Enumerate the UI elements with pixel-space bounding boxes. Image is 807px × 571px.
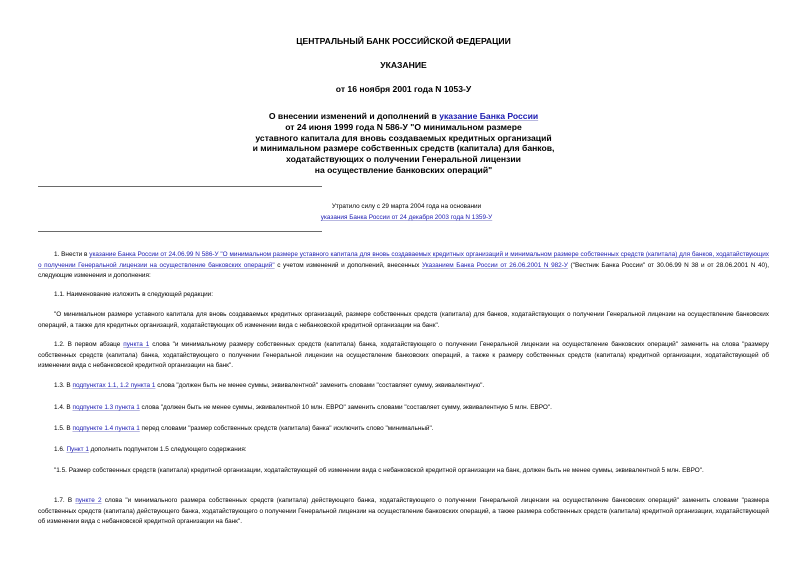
p17-text-2: слова "и минимального размера собственных средств (капитала) действующего банка, ходатайствующего о получении Генеральной лицензии на осуществление банковских операций" заменить словами "размера собственных средств (капитала) действующего банка, ходатайствующего о получении Генеральной лицензии на осуществление банковских операций, а также размера собственных средств (капитала) кредитной организации, ходатайствующей об изменении вида с небанковской кредитной организации на банк".	[38, 497, 769, 526]
p16-text-2: дополнить подпунктом 1.5 следующего содержания:	[88, 446, 247, 453]
title-prefix: О внесении изменений и дополнений в	[268, 111, 440, 121]
p1-link-982[interactable]: Указанием Банка России от 26.06.2001 N 982-У	[421, 261, 568, 269]
p13-link[interactable]: подпунктах 1.1, 1.2 пункта 1	[72, 382, 156, 389]
paragraph-1-4	[38, 403, 769, 414]
paragraph-1-1-quote: "О минимальном размере уставного капитала для вновь создаваемых кредитных организаций, размере собственных средств (капитала) для банков, ходатайствующих о получении Генеральной лицензии на осуществление банковских операций, а также для кредитных организаций, ходатайствующих об изменении вида с небанковской кредитной организации на банк".	[38, 311, 769, 329]
p15-text-1: 1.5. В	[54, 425, 73, 432]
divider-top	[38, 186, 322, 187]
p15-link[interactable]: подпункте 1.4 пункта 1	[72, 425, 140, 432]
title-line-2: от 24 июня 1999 года N 586-У "О минимальном размере	[285, 121, 522, 132]
p12-text-2: слова "и минимальному размеру собственных средств (капитала) банка, ходатайствующего о получении Генеральной лицензии на осуществление банковских операций" заменить на слова "размеру собственных средств (капитала) банка, ходатайствующего о получении Генеральной лицензии на осуществление банковских операций, а также к размеру собственных средств (капитала) кредитной организации, ходатайствующей об изменении вида с небанковской кредитной организации на банк".	[38, 341, 769, 370]
paragraph-1-6-quote: "1.5. Размер собственных средств (капитала) кредитной организации, ходатайствующей об изменении вида с небанковской кредитной организации на банк, должен быть не менее суммы, эквивалентной 5 млн. ЕВРО".	[54, 467, 704, 474]
p14-text-2: слова "должен быть не менее суммы, эквивалентной 10 млн. ЕВРО" заменить словами "составляет сумму, эквивалентную 5 млн. ЕВРО".	[139, 404, 552, 411]
p17-text-1: 1.7. В	[54, 497, 76, 504]
p1-link-586[interactable]: указание Банка России от 24.06.99 N 586-У "О минимальном размере уставного капитала для вновь создаваемых кредитных организаций и минимальном размере собственных средств (капитала) для банков, ходатайствующих о получении Генеральной лицензии на осуществление банковских операций"	[38, 251, 769, 269]
paragraph-1-3	[38, 381, 769, 392]
status-note	[0, 201, 807, 223]
p15-text-2: перед словами "размер собственных средств (капитала) банка" исключить слово "минимальный".	[139, 425, 434, 432]
p14-link[interactable]: подпункте 1.3 пункта 1	[72, 404, 140, 411]
title-line-4: и минимальном размере собственных средств (капитала) для банков,	[252, 143, 555, 154]
paragraph-1-2	[38, 340, 769, 372]
p12-link[interactable]: пункта 1	[123, 341, 150, 348]
paragraph-1-5	[38, 424, 769, 435]
p17-link[interactable]: пункте 2	[75, 497, 102, 504]
status-note-link[interactable]: указания Банка России от 24 декабря 2003 года N 1359-У	[320, 214, 493, 221]
p16-text-1: 1.6.	[54, 446, 67, 453]
paragraph-1-6	[38, 445, 769, 456]
issuer-heading: ЦЕНТРАЛЬНЫЙ БАНК РОССИЙСКОЙ ФЕДЕРАЦИИ	[296, 36, 511, 46]
p1-text-2: с учетом изменений и дополнений, внесенных	[274, 261, 422, 269]
document-type: УКАЗАНИЕ	[380, 60, 427, 70]
p13-text-2: слова "должен быть не менее суммы, эквивалентной" заменить словами "составляет сумму, эквивалентную".	[155, 382, 485, 389]
title-line-3: уставного капитала для вновь создаваемых кредитных организаций	[255, 132, 552, 143]
p16-link[interactable]: Пункт 1	[66, 446, 89, 453]
p13-text-1: 1.3. В	[54, 382, 73, 389]
document-date-number: от 16 ноября 2001 года N 1053-У	[335, 84, 472, 94]
document-title	[0, 111, 807, 176]
paragraph-1-7	[38, 496, 769, 528]
title-link-ukazanie[interactable]: указание Банка России	[439, 111, 539, 121]
p1-text-3: ("Вестник Банка России" от 30.06.99 N 38 и от 28.06.2001 N 40), следующие изменения и дополнения:	[38, 261, 769, 280]
title-line-6: на осуществление банковских операций"	[314, 164, 493, 175]
p14-text-1: 1.4. В	[54, 404, 73, 411]
p12-text-1: 1.2. В первом абзаце	[54, 341, 124, 348]
title-line-5: ходатайствующих о получении Генеральной лицензии	[286, 154, 521, 165]
divider-bottom	[38, 231, 322, 232]
paragraph-1-1: 1.1. Наименование изложить в следующей редакции:	[54, 291, 214, 298]
p1-text-1: 1. Внести в	[54, 251, 90, 258]
status-note-line: Утратило силу с 29 марта 2004 года на основании	[331, 203, 482, 210]
paragraph-1	[38, 250, 769, 282]
